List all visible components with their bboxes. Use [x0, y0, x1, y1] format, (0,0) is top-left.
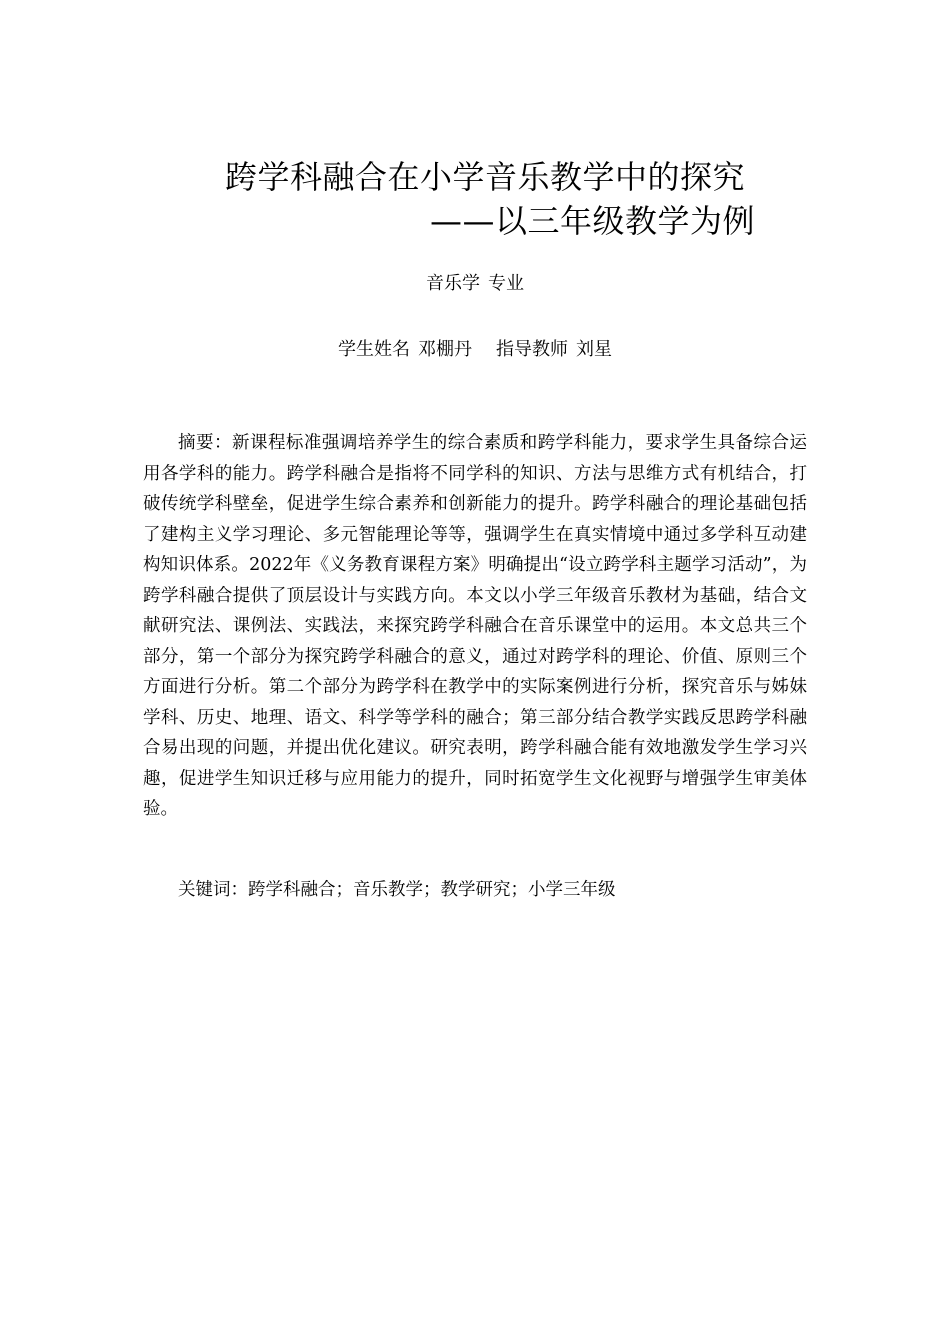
keywords-paragraph [143, 875, 807, 906]
keywords-label: 关键词： [178, 880, 248, 900]
student-name: 邓棚丹 [418, 339, 472, 360]
abstract-label: 摘要： [178, 433, 232, 453]
title-subtitle: ——以三年级教学为例 [429, 202, 755, 240]
abstract-text: 新课程标准强调培养学生的综合素质和跨学科能力，要求学生具备综合运用各学科的能力。跨学科融合是指将不同学科的知识、方法与思维方式有机结合，打破传统学科壁垒，促进学生综合素养和创新能力的提升。跨学科融合的理论基础包括了建构主义学习理论、多元智能理论等等，强调学生在真实情境中通过多学科互动建构知识体系。2022年《义务教育课程方案》明确提出“设立跨学科主题学习活动”，为跨学科融合提供了顶层设计与实践方向。本文以小学三年级音乐教材为基础，结合文献研究法、课例法、实践法，来探究跨学科融合在音乐课堂中的运用。本文总共三个部分，第一个部分为探究跨学科融合的意义，通过对跨学科的理论、价值、原则三个方面进行分析。第二个部分为跨学科在教学中的实际案例进行分析，探究音乐与姊妹学科、历史、地理、语文、科学等学科的融合；第三部分结合教学实践反思跨学科融合易出现的问题，并提出优化建议。研究表明，跨学科融合能有效地激发学生学习兴趣，促进学生知识迁移与应用能力的提升，同时拓宽学生文化视野与增强学生审美体验。 [143, 433, 808, 819]
advisor-label: 指导教师 [496, 339, 568, 360]
major-line [0, 270, 950, 298]
major-name: 音乐学 [426, 273, 480, 294]
student-label: 学生姓名 [338, 339, 410, 360]
advisor-name: 刘星 [576, 339, 612, 360]
title-main: 跨学科融合在小学音乐教学中的探究 [224, 158, 745, 196]
abstract-paragraph [143, 428, 807, 825]
keywords-text: 跨学科融合；音乐教学；教学研究；小学三年级 [248, 880, 616, 900]
major-label: 专业 [488, 273, 524, 294]
page-title [145, 155, 805, 243]
author-line [0, 336, 950, 364]
